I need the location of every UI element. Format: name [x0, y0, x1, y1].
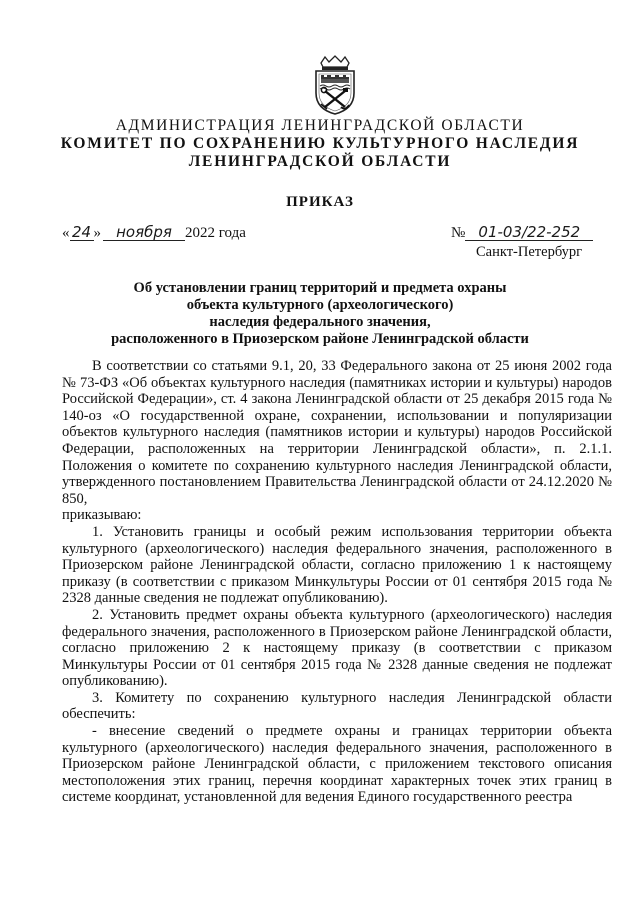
order-number — [451, 224, 593, 242]
order-date — [62, 224, 246, 242]
number-value: 01-03/22-252 — [465, 224, 593, 241]
issue-city: Санкт-Петербург — [476, 244, 583, 260]
order-body — [62, 358, 612, 806]
date-month: ноября — [103, 224, 185, 241]
org-name-region: ЛЕНИНГРАДСКОЙ ОБЛАСТИ — [188, 153, 452, 170]
clause-1: 1. Установить границы и особый режим использования территории объекта культурного (археологического) наследия федерального значения, расположенного в Приозерском районе Ленинградской области, согласно приложению 1 к настоящему приказу (в соответствии с приказом Минкультуры России от 01 сентября 2015 года № 2328 данные сведения не подлежат опубликованию). — [62, 523, 612, 607]
order-verb: приказываю: — [62, 507, 142, 524]
date-day: 24 — [70, 224, 94, 241]
coat-of-arms-icon — [307, 55, 363, 115]
clause-3-item: - внесение сведений о предмете охраны и границах территории объекта культурного (археологического) наследия федерального значения, расположенного в Приозерском районе Ленинградской области, с приложением текстового описания местоположения этих границ, перечня координат характерных точек этих границ в системе координат, установленной для ведения Единого государственного реестра — [62, 723, 612, 806]
preamble-paragraph: В соответствии со статьями 9.1, 20, 33 Федерального закона от 25 июня 2002 года № 73-ФЗ «Об объектах культурного наследия (памятниках истории и культуры) народов Российской Федерации», ст. 4 закона Ленинградской области от 25 декабря 2015 года № 140-оз «О государственной охране, сохранении, использовании и популяризации объектов культурного наследия (памятников истории и культуры) народов Российской Федерации, расположенных на территории Ленинградской области», п. 2.1.1. Положения о комитете по сохранению культурного наследия Ленинградской области, утвержденного постановлением Правительства Ленинградской области от 24.12.2020 № 850, — [62, 358, 612, 507]
order-heading — [40, 280, 600, 348]
org-name-administration: АДМИНИСТРАЦИЯ ЛЕНИНГРАДСКОЙ ОБЛАСТИ — [115, 117, 525, 134]
heading-line: объекта культурного (археологического) — [186, 297, 454, 313]
date-open-quote: « — [62, 225, 70, 241]
clause-3: 3. Комитету по сохранению культурного наследия Ленинградской области обеспечить: — [62, 689, 612, 723]
heading-line: Об установлении границ территорий и предмета охраны — [133, 280, 507, 296]
document-type-title: ПРИКАЗ — [286, 194, 354, 210]
number-prefix: № — [451, 225, 466, 241]
date-year: 2022 года — [185, 225, 246, 241]
org-name-committee: КОМИТЕТ ПО СОХРАНЕНИЮ КУЛЬТУРНОГО НАСЛЕДИЯ — [60, 135, 580, 152]
clause-2: 2. Установить предмет охраны объекта культурного (археологического) наследия федерального значения, расположенного в Приозерском районе Ленинградской области, согласно приложению 2 к настоящему приказу (в соответствии с приказом Минкультуры России от 01 сентября 2015 года № 2328 данные сведения не подлежат опубликованию). — [62, 606, 612, 690]
date-close-quote: » — [93, 225, 101, 241]
heading-line: расположенного в Приозерском районе Ленинградской области — [111, 331, 529, 347]
heading-line: наследия федерального значения, — [209, 314, 431, 330]
